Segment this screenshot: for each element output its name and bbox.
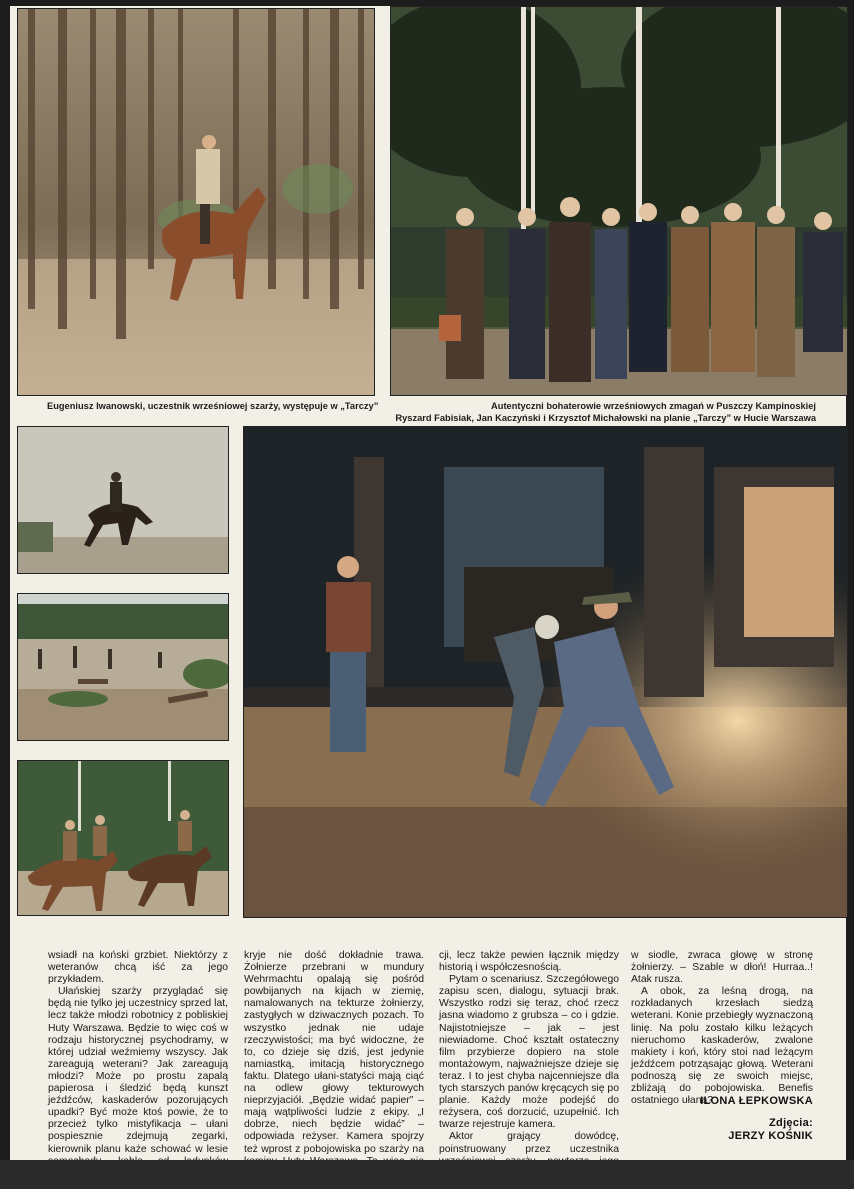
photo-veterans-group: [390, 6, 848, 396]
article-paragraph: Ułańskiej szarży przyglądać się będą nie tylko jej uczestnicy sprzed lat, lecz także młodzi robotnicy z pobliskiej Huty Warszawa. Będzie to więc coś w rodzaju historycznej psychodramy, w której udział weźmiemy wszyscy. Jak zareagują weterani? Jak zareagują młodzi? Może po prostu zapalą papierosa i śledzić będą kunszt jeźdźców, kaskaderów pozorujących upadki? Być może ktoś powie, że to przecież tylko mistyfikacja – ułani pospiesznie zdejmują zegarki, kierownik planu każe schować w lesie: [48, 986, 228, 1155]
article-column-3: [439, 950, 619, 1180]
article-paragraph: cji, lecz także pewien łącznik między historią i współczesnością.: [439, 950, 619, 974]
article-paragraph: kryje nie dość dokładnie trawa. Żołnierze przebrani w mundury Wehrmachtu opalają się pośród powbijanych na kijach w ziemię, namalowanych na tekturze żołnierzy, zastygłych w dziwacznych pozach. To wszystko jednak nie udaje rzeczywistości; ma być widoczne, że to, co dzieje się dziś, jest jedynie namiastką, imitacją historycznego faktu. Dlatego ułani-statyści mają ciąć na odlew głowy tekturowych nieprzyjaciół. „Będzie widać papier” – mają wątpliwości ludzie z ekipy. „I dobrze, niech będzie widać” – odpowiada reżyser. Kamera spojrzy też wprost z pobojowiska po szarży na: [244, 950, 424, 1155]
caption-top-right-line2: Ryszard Fabisiak, Jan Kaczyński i Krzysztof Michałowski na planie „Tarczy” w Hucie Warszawa: [395, 413, 816, 423]
photo-rider-in-forest: [17, 8, 375, 396]
photos-credit-label: Zdjęcia:: [769, 1117, 813, 1129]
photo-battlefield: [17, 593, 229, 741]
caption-top-left: Eugeniusz Iwanowski, uczestnik wrześniowej szarży, występuje w „Tarczy”: [47, 401, 379, 411]
page-bottom-border: [0, 1160, 854, 1189]
article-paragraph: wsiadł na koński grzbiet. Niektórzy z weteranów chcą iść za jego przykładem.: [48, 950, 228, 986]
photographer-credit: JERZY KOŚNIK: [728, 1130, 813, 1142]
photo-cavalry-charge: [17, 760, 229, 916]
article-paragraph: A obok, za leśną drogą, na rozkładanych krzesłach siedzą weterani. Konie przebiegły wyznaczoną linię. Na polu zostało kilku leżących nieruchomo kaskaderów, zwalone makiety i koń, który stoi nad leżącym jeźdźcem potrząsając głową. Weterani podnoszą się ze swoich miejsc, zbliżają do pobojowiska. Benefis ostatniego ułana?: [631, 986, 813, 1107]
article-paragraph: Aktor grający dowódcę, poinstruowany przez uczestnika: [439, 1131, 619, 1155]
article-column-1: [48, 950, 228, 1180]
photo-steelworks: [243, 426, 848, 918]
article-column-2: [244, 950, 424, 1180]
article-paragraph: w siodle, zwraca głowę w stronę żołnierzy. – Szable w dłoń! Hurraa..! Atak rusza.: [631, 950, 813, 986]
article-paragraph: Pytam o scenariusz. Szczegółowego zapisu scen, dialogu, sytuacji brak. Wszystko rodzi się teraz, choć rzecz jasna wiadomo z grubsza – co i gdzie. Najistotniejsze – jak – jest niewiadome. Choć kształt ostateczny film przybierze dopiero na stole montażowym, najważniejsze dzieje się teraz. I to jest chyba najcenniejsze dla tych starszych panów kręcących się po planie. Każdy może podejść do reżysera, coś dorzucić, uzupełnić. Ich twarze rejestruje kamera.: [439, 974, 619, 1131]
article-column-4: [631, 950, 813, 1107]
caption-top-right-line1: Autentyczni bohaterowie wrześniowych zmagań w Puszczy Kampinoskiej: [491, 401, 816, 411]
photo-galloping-rider: [17, 426, 229, 574]
magazine-page: [10, 6, 846, 1160]
author-credit: ILONA ŁEPKOWSKA: [700, 1095, 813, 1107]
